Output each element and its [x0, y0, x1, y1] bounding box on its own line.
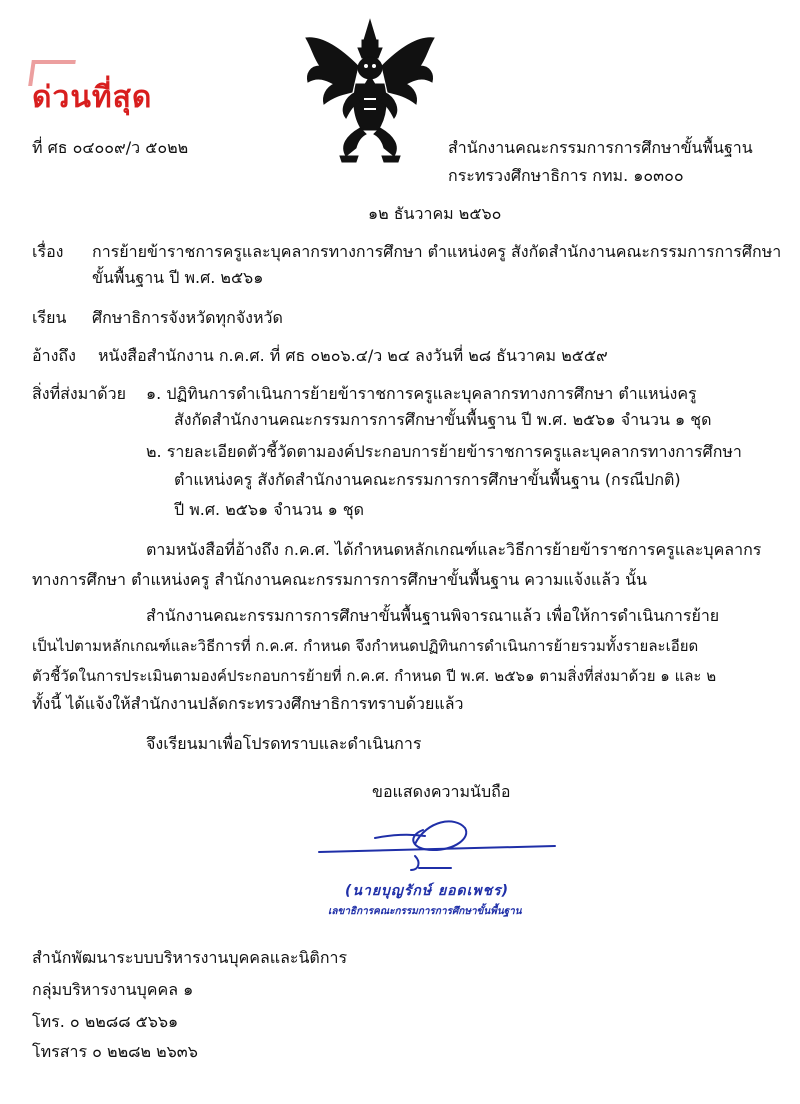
enclosure-2-line-1: ๒. รายละเอียดตัวชี้วัดตามองค์ประกอบการย้ายข้าราชการครูและบุคลากรทางการศึกษา [146, 442, 742, 461]
paragraph-2-line-2: เป็นไปตามหลักเกณฑ์และวิธีการที่ ก.ค.ศ. กำหนด จึงกำหนดปฏิทินการดำเนินการย้ายรวมทั้งรายละเอียด [32, 637, 699, 655]
subject-line-2: ขั้นพื้นฐาน ปี พ.ศ. ๒๕๖๑ [92, 268, 264, 287]
footer-group: กลุ่มบริหารงานบุคคล ๑ [32, 980, 194, 999]
signatory-name: (นายบุญรักษ์ ยอดเพชร) [345, 883, 510, 899]
subject-label: เรื่อง [32, 242, 64, 261]
paragraph-1-line-2: ทางการศึกษา ตำแหน่งครู สำนักงานคณะกรรมการการศึกษาขั้นพื้นฐาน ความแจ้งแล้ว นั้น [32, 570, 647, 589]
paragraph-2-line-4: ทั้งนี้ ได้แจ้งให้สำนักงานปลัดกระทรวงศึกษาธิการทราบด้วยแล้ว [32, 694, 464, 713]
enclosures-label: สิ่งที่ส่งมาด้วย [32, 384, 126, 403]
enclosure-1-line-2: สังกัดสำนักงานคณะกรรมการการศึกษาขั้นพื้นฐาน ปี พ.ศ. ๒๕๖๑ จำนวน ๑ ชุด [174, 410, 712, 429]
recipient-label: เรียน [32, 308, 67, 327]
paragraph-1-line-1: ตามหนังสือที่อ้างถึง ก.ค.ศ. ได้กำหนดหลักเกณฑ์และวิธีการย้ายข้าราชการครูและบุคลากร [146, 540, 762, 559]
urgency-stamp: ด่วนที่สุด [32, 80, 153, 115]
footer-fax: โทรสาร ๐ ๒๒๘๒ ๒๖๓๖ [32, 1042, 198, 1061]
reference-value: หนังสือสำนักงาน ก.ค.ศ. ที่ ศธ ๐๒๐๖.๔/ว ๒๔ ลงวันที่ ๒๘ ธันวาคม ๒๕๕๙ [98, 346, 608, 365]
salutation: ขอแสดงความนับถือ [372, 782, 511, 801]
agency-name: สำนักงานคณะกรรมการการศึกษาขั้นพื้นฐาน [448, 138, 753, 157]
document-number: ที่ ศธ ๐๔๐๐๙/ว ๕๐๒๒ [32, 138, 189, 157]
paragraph-2-line-3: ตัวชี้วัดในการประเมินตามองค์ประกอบการย้ายที่ ก.ค.ศ. กำหนด ปี พ.ศ. ๒๕๖๑ ตามสิ่งที่ส่งมาด้วย ๑ และ ๒ [32, 667, 717, 685]
paragraph-2-line-1: สำนักงานคณะกรรมการการศึกษาขั้นพื้นฐานพิจารณาแล้ว เพื่อให้การดำเนินการย้าย [146, 606, 720, 625]
agency-address: กระทรวงศึกษาธิการ กทม. ๑๐๓๐๐ [448, 166, 684, 185]
signatory-title: เลขาธิการคณะกรรมการการศึกษาขั้นพื้นฐาน [328, 906, 522, 917]
enclosure-2-line-3: ปี พ.ศ. ๒๕๖๑ จำนวน ๑ ชุด [174, 500, 365, 519]
garuda-emblem-icon [300, 18, 440, 163]
enclosure-1-line-1: ๑. ปฏิทินการดำเนินการย้ายข้าราชการครูและบุคลากรทางการศึกษา ตำแหน่งครู [146, 384, 697, 403]
footer-office: สำนักพัฒนาระบบบริหารงานบุคคลและนิติการ [32, 948, 348, 967]
subject-line-1: การย้ายข้าราชการครูและบุคลากรทางการศึกษา ตำแหน่งครู สังกัดสำนักงานคณะกรรมการการศึกษา [92, 242, 782, 261]
enclosure-2-line-2: ตำแหน่งครู สังกัดสำนักงานคณะกรรมการการศึกษาขั้นพื้นฐาน (กรณีปกติ) [174, 470, 681, 489]
recipient-value: ศึกษาธิการจังหวัดทุกจังหวัด [92, 308, 283, 327]
reference-label: อ้างถึง [32, 346, 76, 365]
closing-request: จึงเรียนมาเพื่อโปรดทราบและดำเนินการ [146, 734, 422, 753]
footer-tel: โทร. ๐ ๒๒๘๘ ๕๖๖๑ [32, 1012, 179, 1031]
document-date: ๑๒ ธันวาคม ๒๕๖๐ [368, 204, 502, 223]
